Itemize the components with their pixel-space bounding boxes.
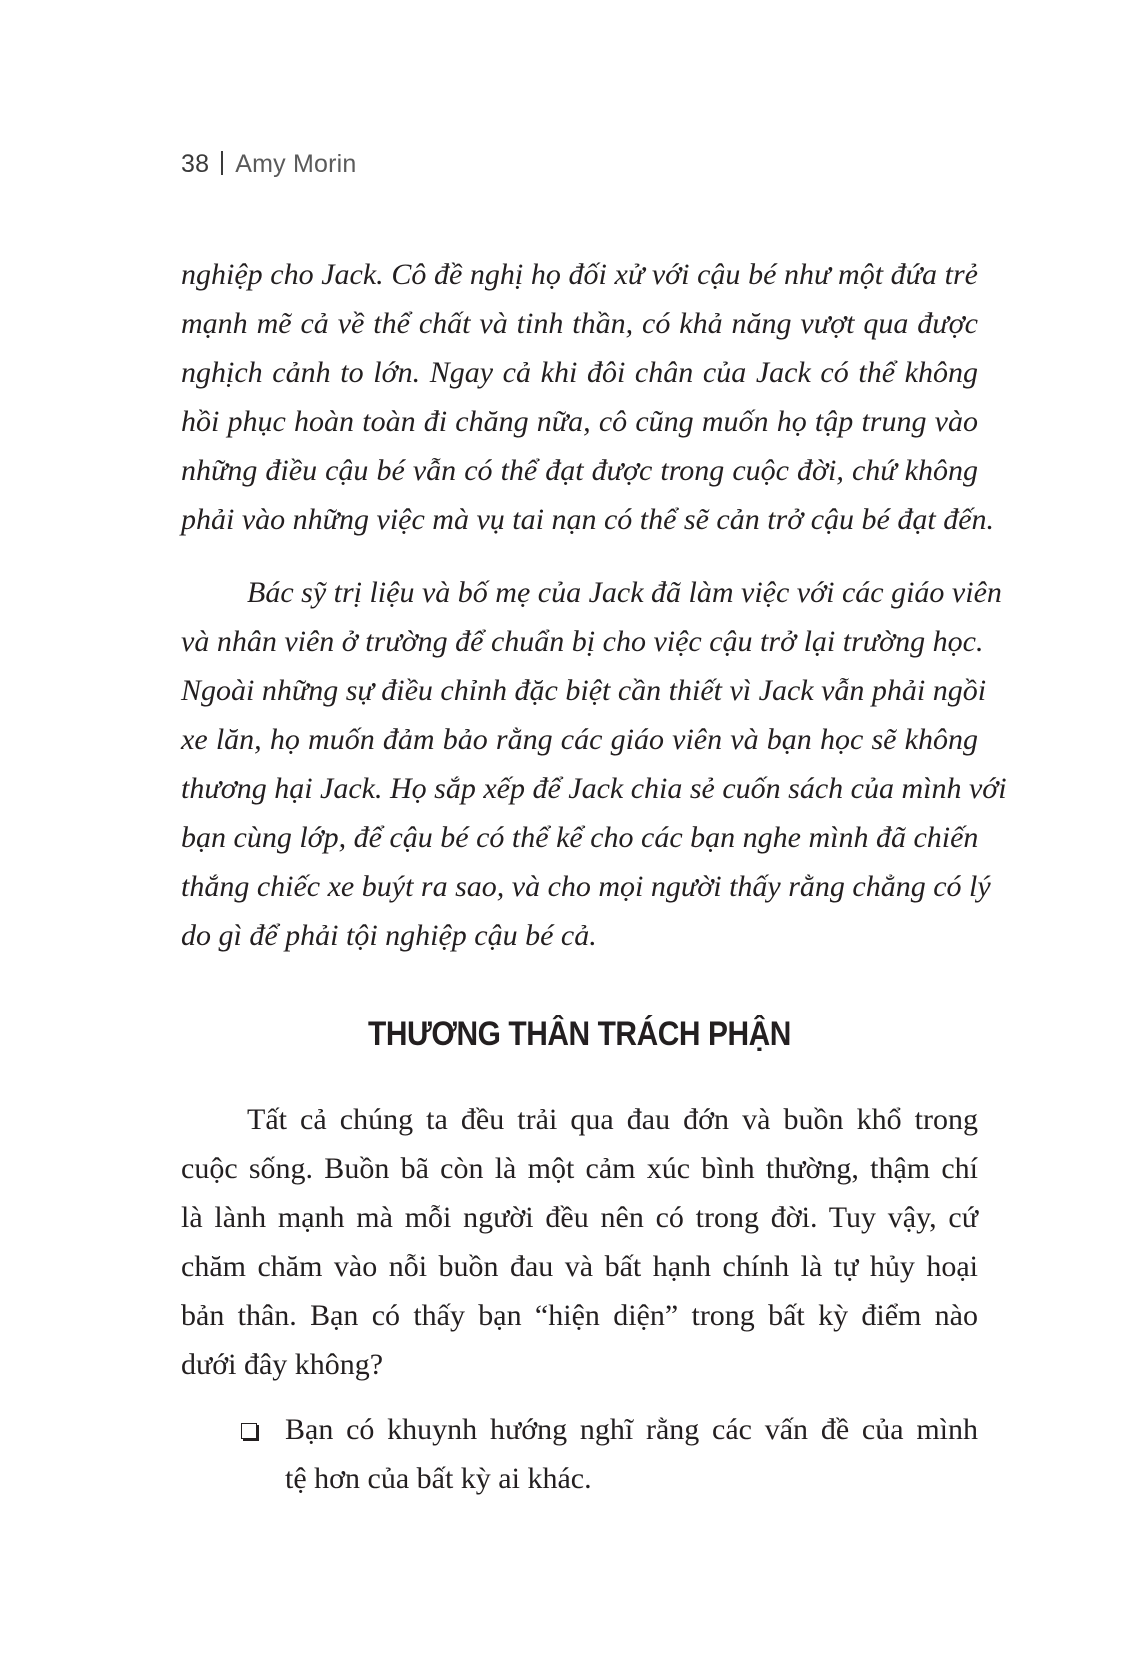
author-name: Amy Morin: [235, 150, 357, 178]
text-line: cuộc sống. Buồn bã còn là một cảm xúc bình thường, thậm chí: [181, 1152, 978, 1185]
text-line: thắng chiếc xe buýt ra sao, và cho mọi người thấy rằng chẳng có lý: [181, 870, 991, 903]
text-line: xe lăn, họ muốn đảm bảo rằng các giáo viên và bạn học sẽ không: [181, 723, 978, 756]
section-heading: THƯƠNG THÂN TRÁCH PHẬN: [368, 1015, 791, 1053]
checklist-item-text: [285, 1405, 978, 1503]
text-line: do gì để phải tội nghiệp cậu bé cả.: [181, 919, 597, 952]
text-line: Tất cả chúng ta đều trải qua đau đớn và buồn khổ trong: [247, 1103, 978, 1136]
header-separator: [221, 151, 223, 175]
text-line: nghịch cảnh to lớn. Ngay cả khi đôi chân của Jack có thể không: [181, 356, 978, 389]
text-line: những điều cậu bé vẫn có thể đạt được trong cuộc đời, chứ không: [181, 454, 978, 487]
running-header: [181, 150, 356, 179]
text-line: Ngoài những sự điều chỉnh đặc biệt cần thiết vì Jack vẫn phải ngồi: [181, 674, 987, 707]
text-line: bạn cùng lớp, để cậu bé có thể kể cho các bạn nghe mình đã chiến: [181, 821, 979, 854]
text-line: chăm chăm vào nỗi buồn đau và bất hạnh chính là tự hủy hoại: [181, 1250, 978, 1283]
text-line: mạnh mẽ cả về thể chất và tinh thần, có khả năng vượt qua được: [181, 307, 978, 340]
italic-paragraph-continued: [181, 250, 995, 544]
italic-paragraph: [181, 568, 1007, 960]
text-line: Bạn có khuynh hướng nghĩ rằng các vấn đề của mình: [285, 1413, 978, 1446]
body-paragraph: [181, 1095, 978, 1389]
text-line: Bác sỹ trị liệu và bố mẹ của Jack đã làm việc với các giáo viên: [247, 576, 1002, 609]
text-line: là lành mạnh mà mỗi người đều nên có trong đời. Tuy vậy, cứ: [181, 1201, 978, 1234]
text-line: thương hại Jack. Họ sắp xếp để Jack chia sẻ cuốn sách của mình với: [181, 772, 1007, 805]
text-line: phải vào những việc mà vụ tai nạn có thể sẽ cản trở cậu bé đạt đến.: [181, 503, 995, 536]
text-line: bản thân. Bạn có thấy bạn “hiện diện” trong bất kỳ điểm nào: [181, 1299, 978, 1332]
text-line: tệ hơn của bất kỳ ai khác.: [285, 1462, 592, 1495]
text-line: dưới đây không?: [181, 1348, 384, 1381]
text-line: và nhân viên ở trường để chuẩn bị cho việc cậu trở lại trường học.: [181, 625, 984, 658]
text-line: nghiệp cho Jack. Cô đề nghị họ đối xử với cậu bé như một đứa trẻ: [181, 258, 978, 291]
page-number: 38: [181, 150, 210, 178]
text-line: hồi phục hoàn toàn đi chăng nữa, cô cũng muốn họ tập trung vào: [181, 405, 978, 438]
checkbox-icon: [241, 1423, 257, 1439]
